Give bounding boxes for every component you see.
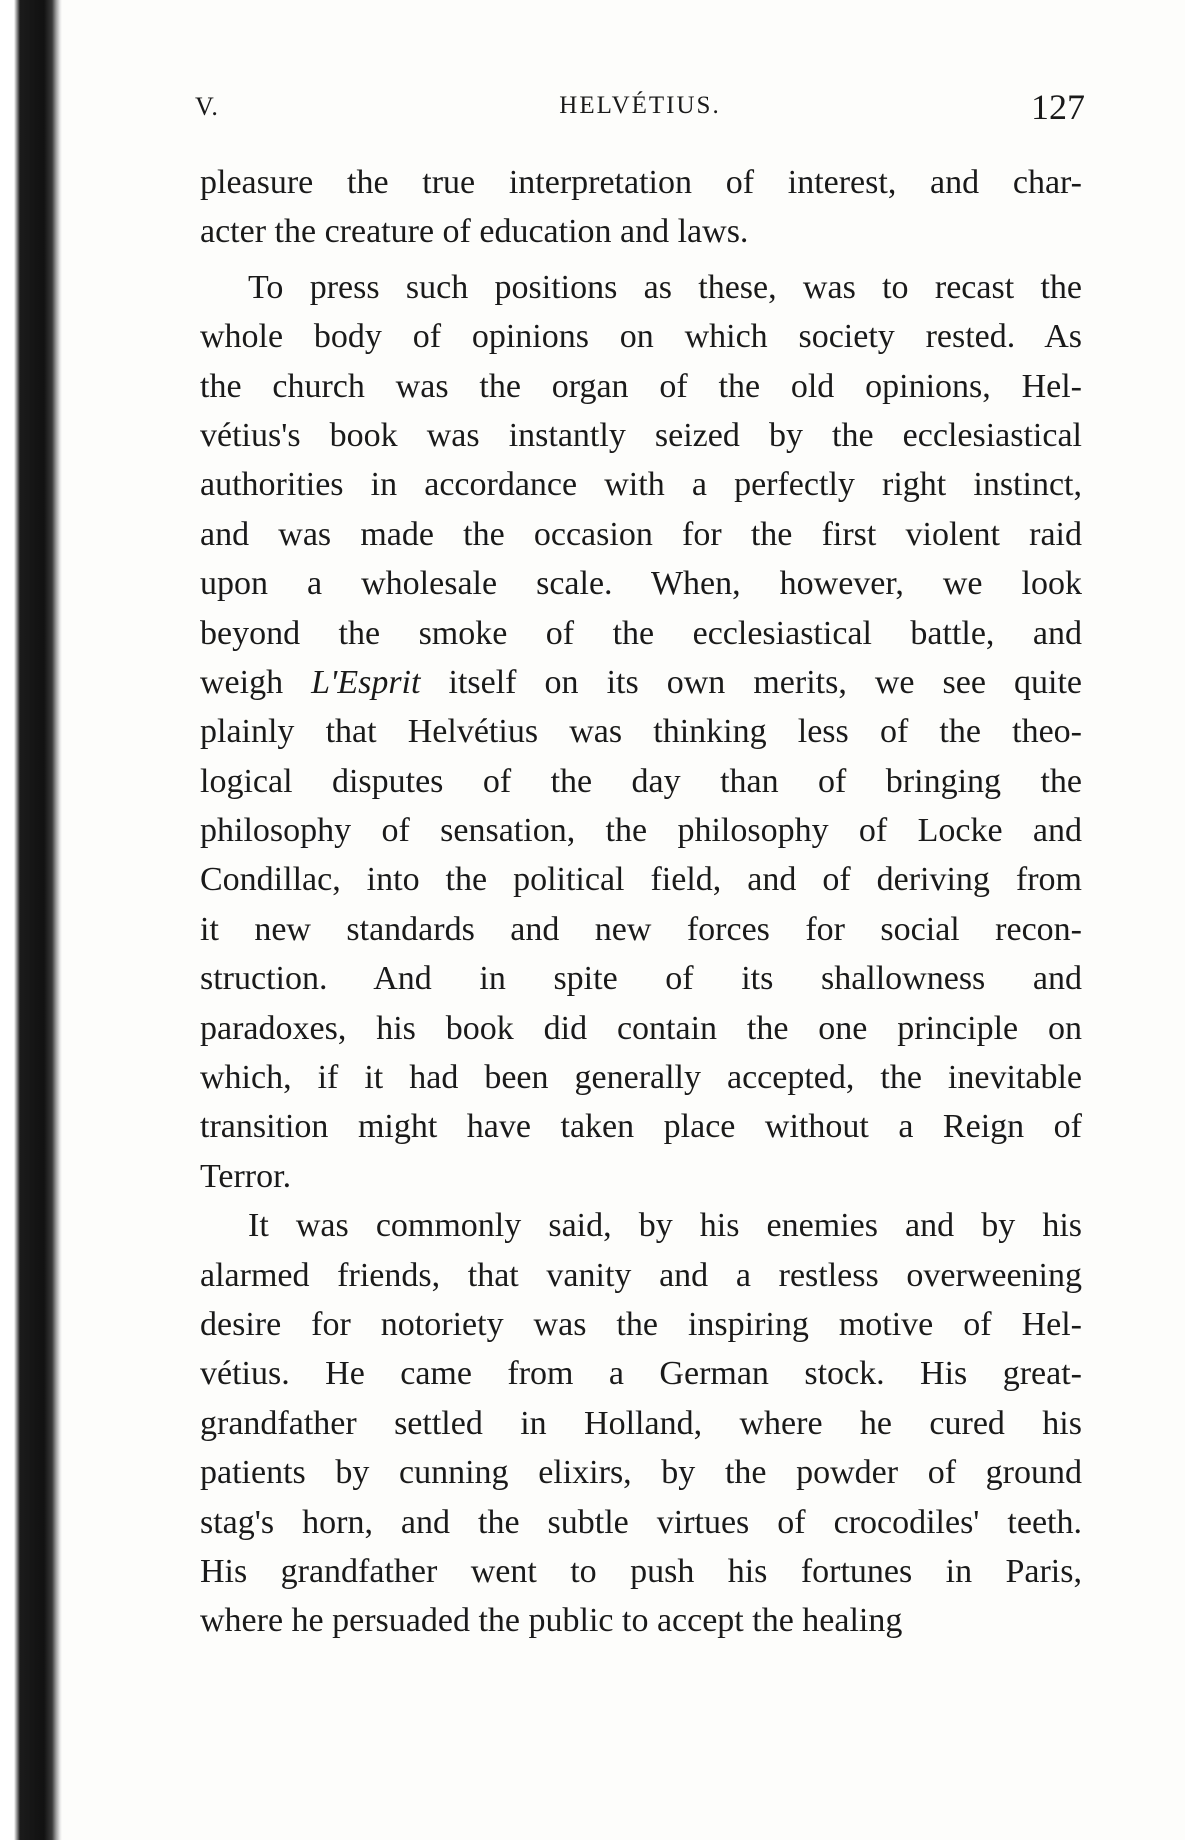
text-line: grandfather settled in Holland, where he cured his [200,1404,1082,1442]
chapter-number: V. [195,92,219,121]
running-title: HELVÉTIUS. [559,92,721,119]
text-line: It was commonly said, by his enemies and by his [248,1207,1082,1245]
text-line: the church was the organ of the old opinions, Hel- [200,367,1082,405]
body-text [200,158,1082,1646]
text-line: To press such positions as these, was to recast the [248,268,1082,306]
text-line: beyond the smoke of the ecclesiastical battle, and [200,614,1082,652]
text-line: upon a wholesale scale. When, however, we look [200,565,1082,603]
text-line: where he persuaded the public to accept the healing [200,1602,903,1640]
text-line: stag's horn, and the subtle virtues of crocodiles' teeth. [200,1503,1082,1541]
paragraph [200,1201,1082,1646]
text-line: Terror. [200,1157,292,1195]
text-line: philosophy of sensation, the philosophy of Locke and [200,812,1082,850]
text-line: desire for notoriety was the inspiring motive of Hel- [200,1305,1082,1343]
text-line: pleasure the true interpretation of interest, and char- [200,164,1082,201]
text-line: struction. And in spite of its shallowness and [200,960,1082,998]
text-line: and was made the occasion for the first violent raid [200,515,1082,553]
text-line: which, if it had been generally accepted, the inevitable [200,1059,1082,1097]
text-line: alarmed friends, that vanity and a restless overweening [200,1256,1082,1294]
text-line: vétius. He came from a German stock. His great- [200,1355,1082,1393]
text-line: His grandfather went to push his fortunes in Paris, [200,1552,1082,1590]
text-line: Condillac, into the political field, and of deriving from [200,861,1082,899]
running-head [195,86,1085,126]
text-line: authorities in accordance with a perfectly right instinct, [200,466,1082,504]
page-number: 127 [1031,87,1085,127]
text-line: vétius's book was instantly seized by the ecclesiastical [200,416,1082,454]
text-line: logical disputes of the day than of bringing the [200,762,1082,800]
text-line: acter the creature of education and laws. [200,213,749,251]
text-line: whole body of opinions on which society rested. As [200,318,1082,356]
text-line: patients by cunning elixirs, by the powder of ground [200,1454,1082,1492]
text-line: paradoxes, his book did contain the one principle on [200,1009,1082,1047]
text-line: transition might have taken place without a Reign of [200,1108,1082,1146]
text-line: plainly that Helvétius was thinking less of the theo- [200,713,1082,751]
text-line: it new standards and new forces for social recon- [200,910,1082,948]
paragraph [200,158,1082,257]
binding-edge [0,0,62,1840]
paragraph [200,263,1082,1201]
text-line: weigh L'Esprit itself on its own merits, we see quite [200,663,1082,701]
